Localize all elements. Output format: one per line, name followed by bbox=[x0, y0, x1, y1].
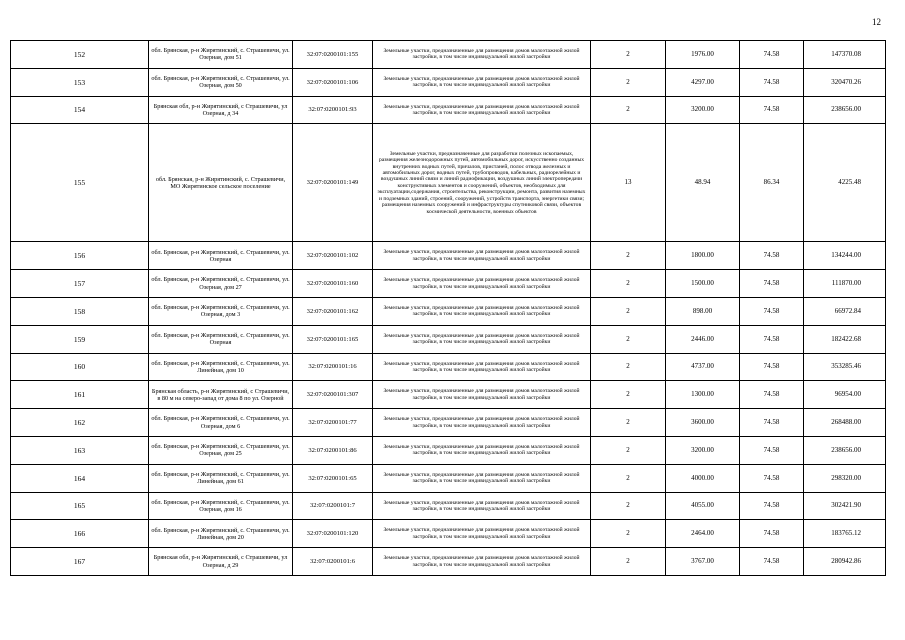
specific-value-cell: 74.58 bbox=[740, 297, 804, 325]
table-row bbox=[11, 464, 886, 492]
land-use-purpose-cell: Земельные участки, предназначенные для размещения домов малоэтажной жилой застройки, в том числе индивидуальной жилой застройки bbox=[373, 520, 591, 548]
address-cell: обл. Брянская, р-н Жирятинский, с. Страшевичи, ул. Озерная bbox=[149, 325, 293, 353]
group-cell: 13 bbox=[591, 124, 666, 242]
cadastral-number-cell: 32:07:0200101:65 bbox=[293, 464, 373, 492]
land-use-purpose-cell: Земельные участки, предназначенные для размещения домов малоэтажной жилой застройки, в том числе индивидуальной жилой застройки bbox=[373, 492, 591, 520]
row-number-cell: 154 bbox=[11, 96, 149, 124]
table-row bbox=[11, 548, 886, 576]
cadastral-number-cell: 32:07:0200101:86 bbox=[293, 436, 373, 464]
table-row bbox=[11, 96, 886, 124]
row-number-cell: 159 bbox=[11, 325, 149, 353]
cadastral-number-cell: 32:07:0200101:77 bbox=[293, 409, 373, 437]
area-cell: 1800.00 bbox=[666, 242, 740, 270]
land-use-purpose-cell: Земельные участки, предназначенные для размещения домов малоэтажной жилой застройки, в том числе индивидуальной жилой застройки bbox=[373, 548, 591, 576]
specific-value-cell: 74.58 bbox=[740, 41, 804, 69]
address-cell: обл. Брянская, р-н Жирятинский, с. Страшевичи, МО Жирятинское сельское поселение bbox=[149, 124, 293, 242]
specific-value-cell: 74.58 bbox=[740, 436, 804, 464]
cadastral-number-cell: 32:07:0200101:162 bbox=[293, 297, 373, 325]
address-cell: обл. Брянская, р-н Жирятинский, с. Страшевичи, ул. Озерная, дом 3 bbox=[149, 297, 293, 325]
cadastral-cost-cell: 298320.00 bbox=[804, 464, 886, 492]
cadastral-cost-cell: 238656.00 bbox=[804, 436, 886, 464]
address-cell: обл. Брянская, р-н Жирятинский, с. Страшевичи, ул. Озерная, дом 50 bbox=[149, 68, 293, 96]
land-use-purpose-cell: Земельные участки, предназначенные для размещения домов малоэтажной жилой застройки, в том числе индивидуальной жилой застройки bbox=[373, 409, 591, 437]
specific-value-cell: 74.58 bbox=[740, 270, 804, 298]
row-number-cell: 158 bbox=[11, 297, 149, 325]
cadastral-cost-cell: 4225.48 bbox=[804, 124, 886, 242]
address-cell: обл. Брянская, р-н Жирятинский, с. Страшевичи, ул. Озерная, дом 51 bbox=[149, 41, 293, 69]
row-number-cell: 166 bbox=[11, 520, 149, 548]
row-number-cell: 161 bbox=[11, 381, 149, 409]
row-number-cell: 160 bbox=[11, 353, 149, 381]
land-use-purpose-cell: Земельные участки, предназначенные для размещения домов малоэтажной жилой застройки, в том числе индивидуальной жилой застройки bbox=[373, 41, 591, 69]
land-use-purpose-cell: Земельные участки, предназначенные для размещения домов малоэтажной жилой застройки, в том числе индивидуальной жилой застройки bbox=[373, 297, 591, 325]
area-cell: 1300.00 bbox=[666, 381, 740, 409]
cadastral-number-cell: 32:07:0200101:106 bbox=[293, 68, 373, 96]
area-cell: 4297.00 bbox=[666, 68, 740, 96]
land-use-purpose-cell: Земельные участки, предназначенные для размещения домов малоэтажной жилой застройки, в том числе индивидуальной жилой застройки bbox=[373, 381, 591, 409]
cadastral-cost-cell: 353285.46 bbox=[804, 353, 886, 381]
area-cell: 4055.00 bbox=[666, 492, 740, 520]
specific-value-cell: 74.58 bbox=[740, 68, 804, 96]
row-number-cell: 152 bbox=[11, 41, 149, 69]
table-row bbox=[11, 124, 886, 242]
area-cell: 3600.00 bbox=[666, 409, 740, 437]
area-cell: 4000.00 bbox=[666, 464, 740, 492]
row-number-cell: 157 bbox=[11, 270, 149, 298]
specific-value-cell: 74.58 bbox=[740, 96, 804, 124]
table-row bbox=[11, 520, 886, 548]
address-cell: Брянская обл, р-н Жирятинский, с Страшевичи, ул Озерная, д 34 bbox=[149, 96, 293, 124]
cadastral-cost-cell: 66972.84 bbox=[804, 297, 886, 325]
cadastral-number-cell: 32:07:0200101:120 bbox=[293, 520, 373, 548]
land-use-purpose-cell: Земельные участки, предназначенные для размещения домов малоэтажной жилой застройки, в том числе индивидуальной жилой застройки bbox=[373, 464, 591, 492]
page-number: 12 bbox=[872, 17, 881, 27]
specific-value-cell: 74.58 bbox=[740, 381, 804, 409]
cadastral-cost-cell: 147370.08 bbox=[804, 41, 886, 69]
cadastral-number-cell: 32:07:0200101:6 bbox=[293, 548, 373, 576]
specific-value-cell: 74.58 bbox=[740, 548, 804, 576]
land-plots-table bbox=[10, 40, 886, 576]
group-cell: 2 bbox=[591, 297, 666, 325]
group-cell: 2 bbox=[591, 548, 666, 576]
row-number-cell: 164 bbox=[11, 464, 149, 492]
cadastral-cost-cell: 183765.12 bbox=[804, 520, 886, 548]
cadastral-cost-cell: 96954.00 bbox=[804, 381, 886, 409]
address-cell: обл. Брянская, р-н Жирятинский, с. Страшевичи, ул. Озерная, дом 6 bbox=[149, 409, 293, 437]
table-row bbox=[11, 353, 886, 381]
address-cell: обл. Брянская, р-н Жирятинский, с. Страшевичи, ул. Линейная, дом 61 bbox=[149, 464, 293, 492]
group-cell: 2 bbox=[591, 325, 666, 353]
specific-value-cell: 74.58 bbox=[740, 409, 804, 437]
row-number-cell: 155 bbox=[11, 124, 149, 242]
area-cell: 2464.00 bbox=[666, 520, 740, 548]
table-row bbox=[11, 436, 886, 464]
land-use-purpose-cell: Земельные участки, предназначенные для размещения домов малоэтажной жилой застройки, в том числе индивидуальной жилой застройки bbox=[373, 436, 591, 464]
area-cell: 1500.00 bbox=[666, 270, 740, 298]
cadastral-number-cell: 32:07:0200101:149 bbox=[293, 124, 373, 242]
land-use-purpose-cell: Земельные участки, предназначенные для размещения домов малоэтажной жилой застройки, в том числе индивидуальной жилой застройки bbox=[373, 325, 591, 353]
cadastral-cost-cell: 134244.00 bbox=[804, 242, 886, 270]
group-cell: 2 bbox=[591, 41, 666, 69]
area-cell: 3200.00 bbox=[666, 436, 740, 464]
table-row bbox=[11, 270, 886, 298]
group-cell: 2 bbox=[591, 270, 666, 298]
area-cell: 3200.00 bbox=[666, 96, 740, 124]
area-cell: 2446.00 bbox=[666, 325, 740, 353]
specific-value-cell: 74.58 bbox=[740, 353, 804, 381]
land-use-purpose-cell: Земельные участки, предназначенные для размещения домов малоэтажной жилой застройки, в том числе индивидуальной жилой застройки bbox=[373, 353, 591, 381]
cadastral-cost-cell: 238656.00 bbox=[804, 96, 886, 124]
row-number-cell: 156 bbox=[11, 242, 149, 270]
cadastral-cost-cell: 182422.68 bbox=[804, 325, 886, 353]
address-cell: Брянская обл, р-н Жирятинский, с Страшевичи, ул Озерная, д 29 bbox=[149, 548, 293, 576]
area-cell: 4737.00 bbox=[666, 353, 740, 381]
land-use-purpose-cell: Земельные участки, предназначенные для размещения домов малоэтажной жилой застройки, в том числе индивидуальной жилой застройки bbox=[373, 242, 591, 270]
group-cell: 2 bbox=[591, 242, 666, 270]
cadastral-number-cell: 32:07:0200101:102 bbox=[293, 242, 373, 270]
cadastral-cost-cell: 268488.00 bbox=[804, 409, 886, 437]
group-cell: 2 bbox=[591, 492, 666, 520]
address-cell: обл. Брянская, р-н Жирятинский, с. Страшевичи, ул. Линейная, дом 20 bbox=[149, 520, 293, 548]
land-use-purpose-cell: Земельные участки, предназначенные для размещения домов малоэтажной жилой застройки, в том числе индивидуальной жилой застройки bbox=[373, 270, 591, 298]
row-number-cell: 162 bbox=[11, 409, 149, 437]
area-cell: 898.00 bbox=[666, 297, 740, 325]
table-row bbox=[11, 297, 886, 325]
row-number-cell: 165 bbox=[11, 492, 149, 520]
cadastral-number-cell: 32:07:0200101:165 bbox=[293, 325, 373, 353]
cadastral-number-cell: 32:07:0200101:16 bbox=[293, 353, 373, 381]
group-cell: 2 bbox=[591, 409, 666, 437]
area-cell: 48.94 bbox=[666, 124, 740, 242]
group-cell: 2 bbox=[591, 381, 666, 409]
cadastral-number-cell: 32:07:0200101:160 bbox=[293, 270, 373, 298]
land-use-purpose-cell: Земельные участки, предназначенные для размещения домов малоэтажной жилой застройки, в том числе индивидуальной жилой застройки bbox=[373, 68, 591, 96]
table-row bbox=[11, 68, 886, 96]
group-cell: 2 bbox=[591, 96, 666, 124]
land-use-purpose-cell: Земельные участки, предназначенные для размещения домов малоэтажной жилой застройки, в том числе индивидуальной жилой застройки bbox=[373, 96, 591, 124]
cadastral-number-cell: 32:07:0200101:155 bbox=[293, 41, 373, 69]
address-cell: обл. Брянская, р-н Жирятинский, с. Страшевичи, ул. Озерная bbox=[149, 242, 293, 270]
address-cell: обл. Брянская, р-н Жирятинский, с. Страшевичи, ул. Озерная, дом 27 bbox=[149, 270, 293, 298]
address-cell: обл. Брянская, р-н Жирятинский, с. Страшевичи, ул. Озерная, дом 16 bbox=[149, 492, 293, 520]
cadastral-cost-cell: 280942.86 bbox=[804, 548, 886, 576]
area-cell: 3767.00 bbox=[666, 548, 740, 576]
cadastral-cost-cell: 320470.26 bbox=[804, 68, 886, 96]
cadastral-cost-cell: 111870.00 bbox=[804, 270, 886, 298]
specific-value-cell: 74.58 bbox=[740, 464, 804, 492]
table-row bbox=[11, 242, 886, 270]
table-row bbox=[11, 41, 886, 69]
specific-value-cell: 74.58 bbox=[740, 520, 804, 548]
group-cell: 2 bbox=[591, 520, 666, 548]
cadastral-number-cell: 32:07:0200101:7 bbox=[293, 492, 373, 520]
cadastral-number-cell: 32:07:0200101:93 bbox=[293, 96, 373, 124]
specific-value-cell: 74.58 bbox=[740, 325, 804, 353]
land-use-purpose-cell: Земельные участки, предназначенные для разработки полезных ископаемых, размещения железнодорожных путей, автомобильных дорог, искусственно созданных внутренних водных путей, причалов, пристаней, полос отвода железных и автомобильных дорог, водных путей, трубопроводов, кабельных, радиорелейных и воздушных линий связи и линий радиофикации, воздушных линий электропередачи конструктивных элементов и сооружений, объектов, необходимых для эксплуатации,содержания, строительства, реконструкции, ремонта, развития наземных и подземных зданий, строений, сооружений, устройств транспорта, энергетики связи; размещения наземных сооружений и инфраструктуры спутниковой связи, объектов космической деятельности, военных объектов bbox=[373, 124, 591, 242]
specific-value-cell: 74.58 bbox=[740, 242, 804, 270]
group-cell: 2 bbox=[591, 436, 666, 464]
group-cell: 2 bbox=[591, 68, 666, 96]
table-body bbox=[11, 41, 886, 576]
address-cell: Брянская область, р-н Жирятинский, с Страшевичи, в 80 м на северо-запад от дома 8 по ул. Озерной bbox=[149, 381, 293, 409]
row-number-cell: 163 bbox=[11, 436, 149, 464]
table-row bbox=[11, 492, 886, 520]
table-row bbox=[11, 325, 886, 353]
address-cell: обл. Брянская, р-н Жирятинский, с. Страшевичи, ул. Линейная, дом 10 bbox=[149, 353, 293, 381]
group-cell: 2 bbox=[591, 353, 666, 381]
area-cell: 1976.00 bbox=[666, 41, 740, 69]
table-row bbox=[11, 409, 886, 437]
row-number-cell: 167 bbox=[11, 548, 149, 576]
table-row bbox=[11, 381, 886, 409]
cadastral-cost-cell: 302421.90 bbox=[804, 492, 886, 520]
specific-value-cell: 86.34 bbox=[740, 124, 804, 242]
address-cell: обл. Брянская, р-н Жирятинский, с. Страшевичи, ул. Озерная, дом 25 bbox=[149, 436, 293, 464]
specific-value-cell: 74.58 bbox=[740, 492, 804, 520]
group-cell: 2 bbox=[591, 464, 666, 492]
row-number-cell: 153 bbox=[11, 68, 149, 96]
cadastral-number-cell: 32:07:0200101:307 bbox=[293, 381, 373, 409]
